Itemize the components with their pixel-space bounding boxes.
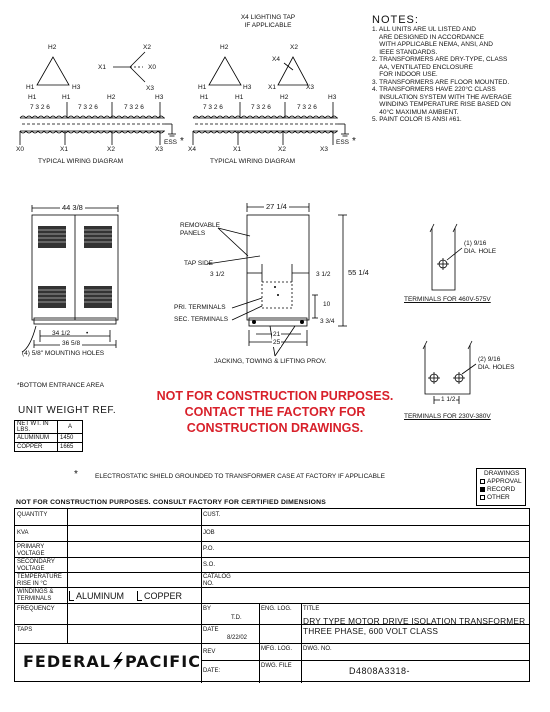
taps-right-2: 7 3 2 6	[251, 104, 271, 111]
label-x0-left: X0	[148, 64, 156, 71]
note-line: IEEE STANDARDS.	[372, 48, 438, 56]
temp-line2: RISE IN °C	[17, 580, 48, 587]
terminal-detail-230	[423, 341, 476, 404]
terminal-detail-460	[430, 224, 462, 290]
weight-value: 1450	[58, 434, 83, 443]
primary-line1: PRIMARY	[17, 544, 45, 550]
label-primary-voltage	[17, 544, 44, 557]
note-line: 3. TRANSFORMERS ARE FLOOR MOUNTED.	[372, 78, 510, 86]
wye-symbol-left	[113, 52, 145, 82]
x4-note-line2: IF APPLICABLE	[244, 21, 292, 29]
weight-value: 1665	[58, 443, 83, 452]
label-dwg-file: DWG. FILE	[261, 663, 292, 669]
label-x4-right: X4	[272, 56, 280, 63]
label-dwg-no: DWG. NO.	[303, 646, 332, 652]
label-x1-right: X1	[268, 84, 276, 91]
dim-25: 25	[273, 339, 281, 346]
warning-line2: CONTACT THE FACTORY FOR	[184, 405, 366, 419]
label-h1-top-right: H1	[200, 94, 209, 101]
temp-line1: TEMPERATURE	[17, 574, 62, 580]
label-cust: CUST.	[203, 512, 221, 518]
note-line: WITH APPLICABLE NEMA, ANSI, AND	[372, 41, 494, 48]
label-x4-bottom-right: X4	[188, 146, 196, 153]
dim-36-625: 36 5/8	[62, 340, 81, 347]
ess-right: ESS	[336, 139, 350, 146]
label-rev: REV	[203, 649, 216, 655]
title-line2: THREE PHASE, 600 VOLT CLASS	[303, 625, 439, 636]
copper-label: COPPER	[144, 591, 183, 601]
label-quantity: QUANTITY	[17, 512, 48, 518]
sec-terminals: SEC. TERMINALS	[174, 316, 229, 323]
label-by: BY	[203, 606, 212, 612]
label-x2-right: X2	[290, 44, 298, 51]
drawings-option-record[interactable]	[480, 486, 522, 494]
option-label: APPROVAL	[487, 478, 522, 485]
label-x3-left: X3	[146, 85, 154, 92]
hole-1-label	[464, 240, 496, 255]
label-x2-bottom-left: X2	[107, 146, 115, 153]
drawings-title: DRAWINGS	[484, 470, 520, 477]
label-windings-terminals	[17, 589, 53, 602]
taps-right-3: 7 3 2 6	[297, 104, 317, 111]
note-line: 2. TRANSFORMERS ARE DRY-TYPE, CLASS	[372, 56, 508, 63]
label-h2-top-left: H2	[107, 94, 116, 101]
weight-material: COPPER	[15, 443, 58, 452]
option-label: RECORD	[487, 486, 516, 493]
dim-3-75: 3 3/4	[320, 318, 335, 325]
checkbox-other[interactable]	[480, 495, 485, 500]
logo-text-pacific: PACIFIC	[124, 652, 201, 671]
ess-left: ESS	[164, 139, 178, 146]
label-taps: TAPS	[17, 627, 33, 633]
label-x1-bottom-left: X1	[60, 146, 68, 153]
label-h1-top-left: H1	[28, 94, 37, 101]
note-line: AA, VENTILATED ENCLOSURE	[372, 63, 474, 71]
label-job: JOB	[203, 530, 215, 536]
label-h1-right: H1	[198, 84, 207, 91]
label-temperature-rise	[17, 574, 62, 587]
checkbox-record[interactable]	[480, 487, 485, 492]
hole-2-label	[478, 356, 514, 371]
drawing-title	[303, 617, 525, 636]
label-x3-right: X3	[306, 84, 314, 91]
checkbox-approval[interactable]	[480, 479, 485, 484]
removable-panels-line2: PANELS	[180, 229, 206, 237]
label-h3-left: H3	[72, 84, 81, 91]
drawings-option-approval[interactable]	[480, 478, 522, 486]
label-date2: DATE:	[203, 668, 221, 674]
front-width-dim: 44 3/8	[62, 203, 83, 212]
delta-symbol-left	[37, 57, 69, 85]
delta-symbol-right	[209, 57, 241, 85]
option-aluminum[interactable]	[69, 591, 124, 601]
notes-block	[372, 14, 548, 124]
label-230-380: TERMINALS FOR 230V-380V	[404, 413, 491, 420]
notes-list	[372, 26, 548, 124]
note-line: FOR INDOOR USE.	[372, 71, 438, 78]
option-copper[interactable]	[137, 591, 182, 601]
tap-side: TAP SIDE	[184, 260, 214, 267]
title-line1: DRY TYPE MOTOR DRIVE ISOLATION TRANSFORMER	[303, 616, 526, 626]
mounting-holes: (4) 5/8" MOUNTING HOLES	[22, 350, 105, 357]
label-h3-top-left: H3	[155, 94, 164, 101]
note-line: WINDING TEMPERATURE RISE BASED ON	[372, 101, 511, 108]
lightning-bolt-icon	[111, 652, 125, 670]
warning-line1: NOT FOR CONSTRUCTION PURPOSES.	[156, 389, 394, 403]
secondary-line2: VOLTAGE	[17, 565, 45, 572]
label-h3-top-right: H3	[328, 94, 337, 101]
windings-line1: WINDINGS &	[17, 589, 54, 595]
label-secondary-voltage	[17, 559, 55, 572]
label-x3-bottom-right: X3	[320, 146, 328, 153]
weight-header-left: NET WT. IN LBS.	[15, 421, 58, 434]
title-block	[14, 508, 530, 682]
caption-wiring-left: TYPICAL WIRING DIAGRAM	[38, 158, 123, 165]
bottom-entrance: *BOTTOM ENTRANCE AREA	[17, 382, 104, 389]
note-line: 5. PAINT COLOR IS ANSI #61.	[372, 116, 462, 123]
wye-symbol-right	[278, 57, 308, 85]
catalog-line1: CATALOG	[203, 574, 231, 580]
federal-pacific-logo	[23, 652, 201, 671]
unit-weight-title: UNIT WEIGHT REF.	[18, 405, 117, 416]
spacing-1-5: 1 1/2	[441, 396, 456, 403]
label-so: S.O.	[203, 562, 216, 568]
removable-panels	[180, 222, 220, 237]
label-h2-right: H2	[220, 44, 229, 51]
note-line: 4. TRANSFORMERS HAVE 220°C CLASS	[372, 86, 496, 93]
jacking-label: JACKING, TOWING & LIFTING PROV.	[214, 358, 327, 365]
label-mfg-log: MFG. LOG.	[261, 646, 293, 652]
weight-material: ALUMINUM	[15, 434, 58, 443]
ess-star-right: *	[352, 136, 356, 147]
note-line: 40°C MAXIMUM AMBIENT.	[372, 108, 459, 116]
hole-1-line2: DIA. HOLE	[464, 247, 497, 255]
label-x1-left: X1	[98, 64, 106, 71]
label-x3-bottom-left: X3	[155, 146, 163, 153]
logo-text-federal: FEDERAL	[23, 652, 111, 671]
value-date: 8/22/02	[227, 635, 248, 641]
label-h1-left: H1	[26, 84, 35, 91]
weight-header-right: A	[58, 421, 83, 434]
dim-3-5-right: 3 1/2	[316, 271, 331, 278]
label-h1-top-left-b: H1	[62, 94, 71, 101]
taps-left-3: 7 3 2 6	[124, 104, 144, 111]
label-frequency: FREQUENCY	[17, 606, 55, 612]
shield-note: ELECTROSTATIC SHIELD GROUNDED TO TRANSFORMER CASE AT FACTORY IF APPLICABLE	[95, 473, 385, 480]
label-date: DATE	[203, 627, 219, 633]
x4-note-line1: X4 LIGHTING TAP	[240, 14, 296, 21]
hole-2-line2: DIA. HOLES	[478, 363, 515, 371]
unit-weight-table	[14, 420, 83, 452]
notes-title: NOTES:	[372, 14, 419, 26]
side-height-dim: 55 1/4	[348, 268, 369, 277]
dim-bullet: •	[86, 330, 89, 337]
drawings-box	[476, 468, 526, 506]
removable-panels-line1: REMOVABLE	[180, 222, 220, 229]
label-h1-top-right-b: H1	[235, 94, 244, 101]
label-x2-bottom-right: X2	[278, 146, 286, 153]
form-heading: NOT FOR CONSTRUCTION PURPOSES. CONSULT FACTORY FOR CERTIFIED DIMENSIONS	[16, 499, 327, 506]
label-kva: KVA	[17, 530, 29, 536]
side-width-dim: 27 1/4	[266, 202, 287, 211]
warning-line3: CONSTRUCTION DRAWINGS.	[186, 421, 364, 435]
label-h2-left: H2	[48, 44, 57, 51]
taps-left-1: 7 3 2 6	[30, 104, 50, 111]
note-line: 1. ALL UNITS ARE UL LISTED AND	[372, 26, 476, 33]
dim-10: 10	[323, 301, 331, 308]
label-catalog-no	[203, 574, 231, 587]
note-line: INSULATION SYSTEM WITH THE AVERAGE	[372, 93, 512, 101]
hole-1-line1: (1) 9/16	[464, 240, 487, 247]
label-po: P.O.	[203, 546, 215, 552]
dim-3-5-left: 3 1/2	[210, 271, 225, 278]
shield-star: *	[74, 469, 78, 480]
primary-line2: VOLTAGE	[17, 550, 45, 557]
label-h2-top-right: H2	[280, 94, 289, 101]
dim-34-5: 34 1/2	[52, 330, 71, 337]
caption-wiring-right: TYPICAL WIRING DIAGRAM	[210, 158, 295, 165]
catalog-line2: NO.	[203, 580, 214, 587]
label-title: TITLE	[303, 606, 320, 612]
secondary-line1: SECONDARY	[17, 559, 55, 565]
label-h3-right: H3	[243, 84, 252, 91]
dim-21: 21	[273, 331, 281, 338]
drawings-option-other[interactable]	[480, 494, 522, 502]
taps-left-2: 7 3 2 6	[78, 104, 98, 111]
construction-warning	[130, 388, 420, 436]
label-x2-left: X2	[143, 44, 151, 51]
taps-right-1: 7 3 2 6	[203, 104, 223, 111]
note-line: ARE DESIGNED IN ACCORDANCE	[372, 33, 484, 41]
label-x0-bottom: X0	[16, 146, 24, 153]
label-x1-bottom-right: X1	[233, 146, 241, 153]
aluminum-label: ALUMINUM	[76, 591, 125, 601]
hole-2-line1: (2) 9/16	[478, 356, 501, 363]
windings-line2: TERMINALS	[17, 595, 52, 602]
pri-terminals: PRI. TERMINALS	[174, 304, 226, 311]
label-460-575: TERMINALS FOR 460V-575V	[404, 296, 491, 303]
value-by: T.D.	[231, 615, 242, 621]
option-label: OTHER	[487, 494, 510, 501]
ess-star-left: *	[180, 136, 184, 147]
dwg-number: D4808A3318-	[349, 666, 411, 676]
label-eng-log: ENG. LOG.	[261, 606, 292, 612]
